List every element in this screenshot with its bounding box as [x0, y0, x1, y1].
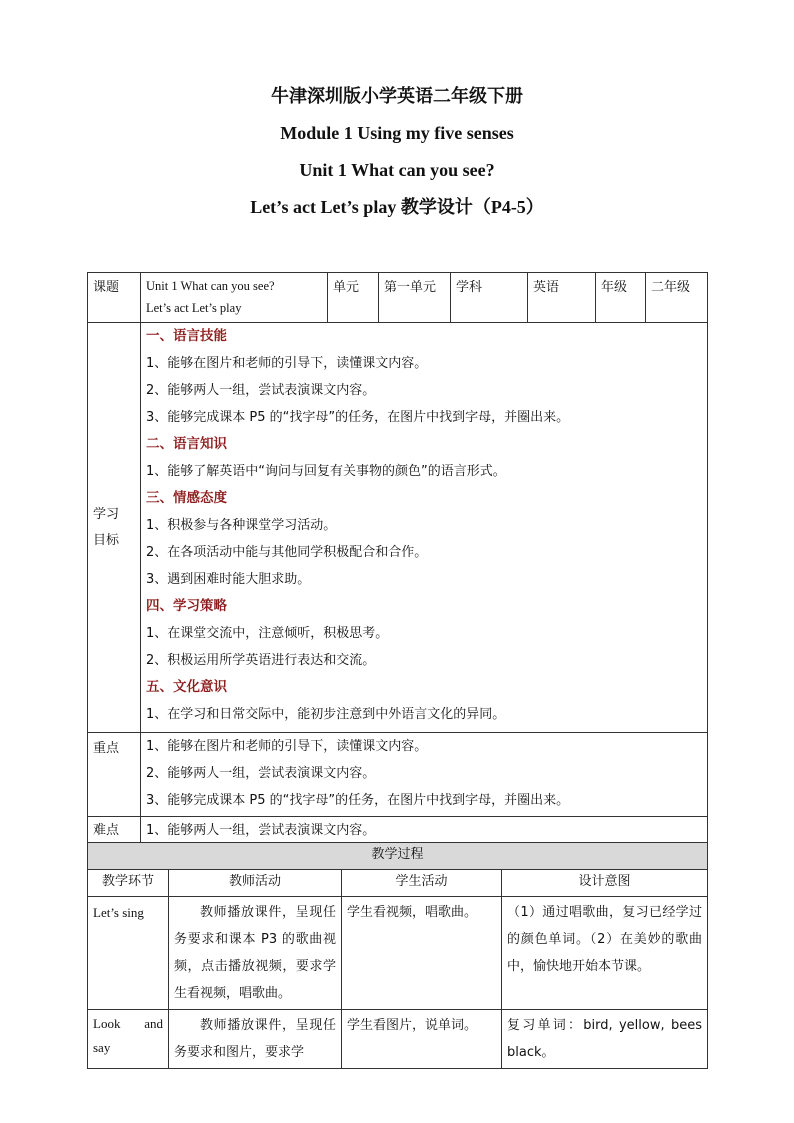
key-points-label: 重点 [88, 733, 141, 817]
stage-cell: Look and say [88, 1010, 169, 1069]
topic-value-line2: Let’s act Let’s play [146, 301, 242, 315]
list-item: 1、积极参与各种课堂学习活动。 [146, 518, 337, 533]
title-lesson: Let’s act Let’s play 教学设计（P4-5） [250, 197, 544, 217]
subject-label: 学科 [451, 273, 528, 323]
list-item: 2、积极运用所学英语进行表达和交流。 [146, 653, 376, 668]
design-intent-cell: （1）通过唱歌曲，复习已经学过的颜色单词。（2）在美妙的歌曲中，愉快地开始本节课。 [502, 897, 708, 1010]
stage-cell: Let’s sing [88, 897, 169, 1010]
teacher-activity-cell: 教师播放课件，呈现任务要求和课本 P3 的歌曲视频，点击播放视频，要求学生看视频，唱歌曲。 [169, 897, 342, 1010]
lesson-info-table [87, 272, 708, 847]
section-learning-strategy: 四、学习策略 [146, 598, 227, 614]
objectives-label-1: 学习 [93, 506, 120, 522]
topic-value-line1: Unit 1 What can you see? [146, 279, 275, 293]
list-item: 1、能够在图片和老师的引导下，读懂课文内容。 [146, 356, 428, 371]
list-item: 1、能够了解英语中“询问与回复有关事物的颜色”的语言形式。 [146, 464, 506, 479]
header-teacher-activity: 教师活动 [169, 870, 342, 897]
list-item: 2、在各项活动中能与其他同学积极配合和合作。 [146, 545, 428, 560]
topic-label: 课题 [88, 273, 141, 323]
header-design-intent: 设计意图 [502, 870, 708, 897]
process-title: 教学过程 [88, 843, 708, 870]
header-stage: 教学环节 [88, 870, 169, 897]
design-intent-cell: 复习单词：bird, yellow, bees black。 [502, 1010, 708, 1069]
list-item: 2、能够两人一组，尝试表演课文内容。 [146, 383, 376, 398]
info-row [88, 273, 708, 323]
section-cultural-awareness: 五、文化意识 [146, 679, 227, 695]
objectives-label-2: 目标 [93, 532, 120, 548]
section-emotional-attitude: 三、情感态度 [146, 490, 227, 506]
unit-value: 第一单元 [379, 273, 451, 323]
difficult-points-label: 难点 [88, 817, 141, 847]
title-module: Module 1 Using my five senses [280, 123, 514, 143]
unit-label: 单元 [328, 273, 379, 323]
section-language-knowledge: 二、语言知识 [146, 436, 227, 452]
process-header-row [88, 870, 708, 897]
key-points-row [88, 733, 708, 817]
teaching-process-table [87, 842, 708, 1069]
document-titles [0, 78, 794, 226]
list-item: 1、在学习和日常交际中，能初步注意到中外语言文化的异同。 [146, 707, 506, 722]
list-item: 3、能够完成课本 P5 的“找字母”的任务，在图片中找到字母，并圈出来。 [146, 793, 570, 808]
section-language-skills: 一、语言技能 [146, 328, 227, 344]
table-row [88, 1010, 708, 1069]
list-item: 1、能够在图片和老师的引导下，读懂课文内容。 [146, 739, 428, 754]
subject-value: 英语 [528, 273, 596, 323]
grade-label: 年级 [596, 273, 646, 323]
student-activity-cell: 学生看视频，唱歌曲。 [342, 897, 502, 1010]
list-item: 1、能够两人一组，尝试表演课文内容。 [146, 823, 376, 838]
objectives-row [88, 323, 708, 733]
teacher-activity-cell: 教师播放课件，呈现任务要求和图片，要求学 [169, 1010, 342, 1069]
title-unit: Unit 1 What can you see? [299, 160, 495, 180]
list-item: 3、能够完成课本 P5 的“找字母”的任务，在图片中找到字母，并圈出来。 [146, 410, 570, 425]
student-activity-cell: 学生看图片，说单词。 [342, 1010, 502, 1069]
header-student-activity: 学生活动 [342, 870, 502, 897]
grade-value: 二年级 [646, 273, 708, 323]
list-item: 1、在课堂交流中，注意倾听，积极思考。 [146, 626, 389, 641]
table-row [88, 897, 708, 1010]
list-item: 2、能够两人一组，尝试表演课文内容。 [146, 766, 376, 781]
list-item: 3、遇到困难时能大胆求助。 [146, 572, 311, 587]
title-book: 牛津深圳版小学英语二年级下册 [271, 86, 523, 106]
